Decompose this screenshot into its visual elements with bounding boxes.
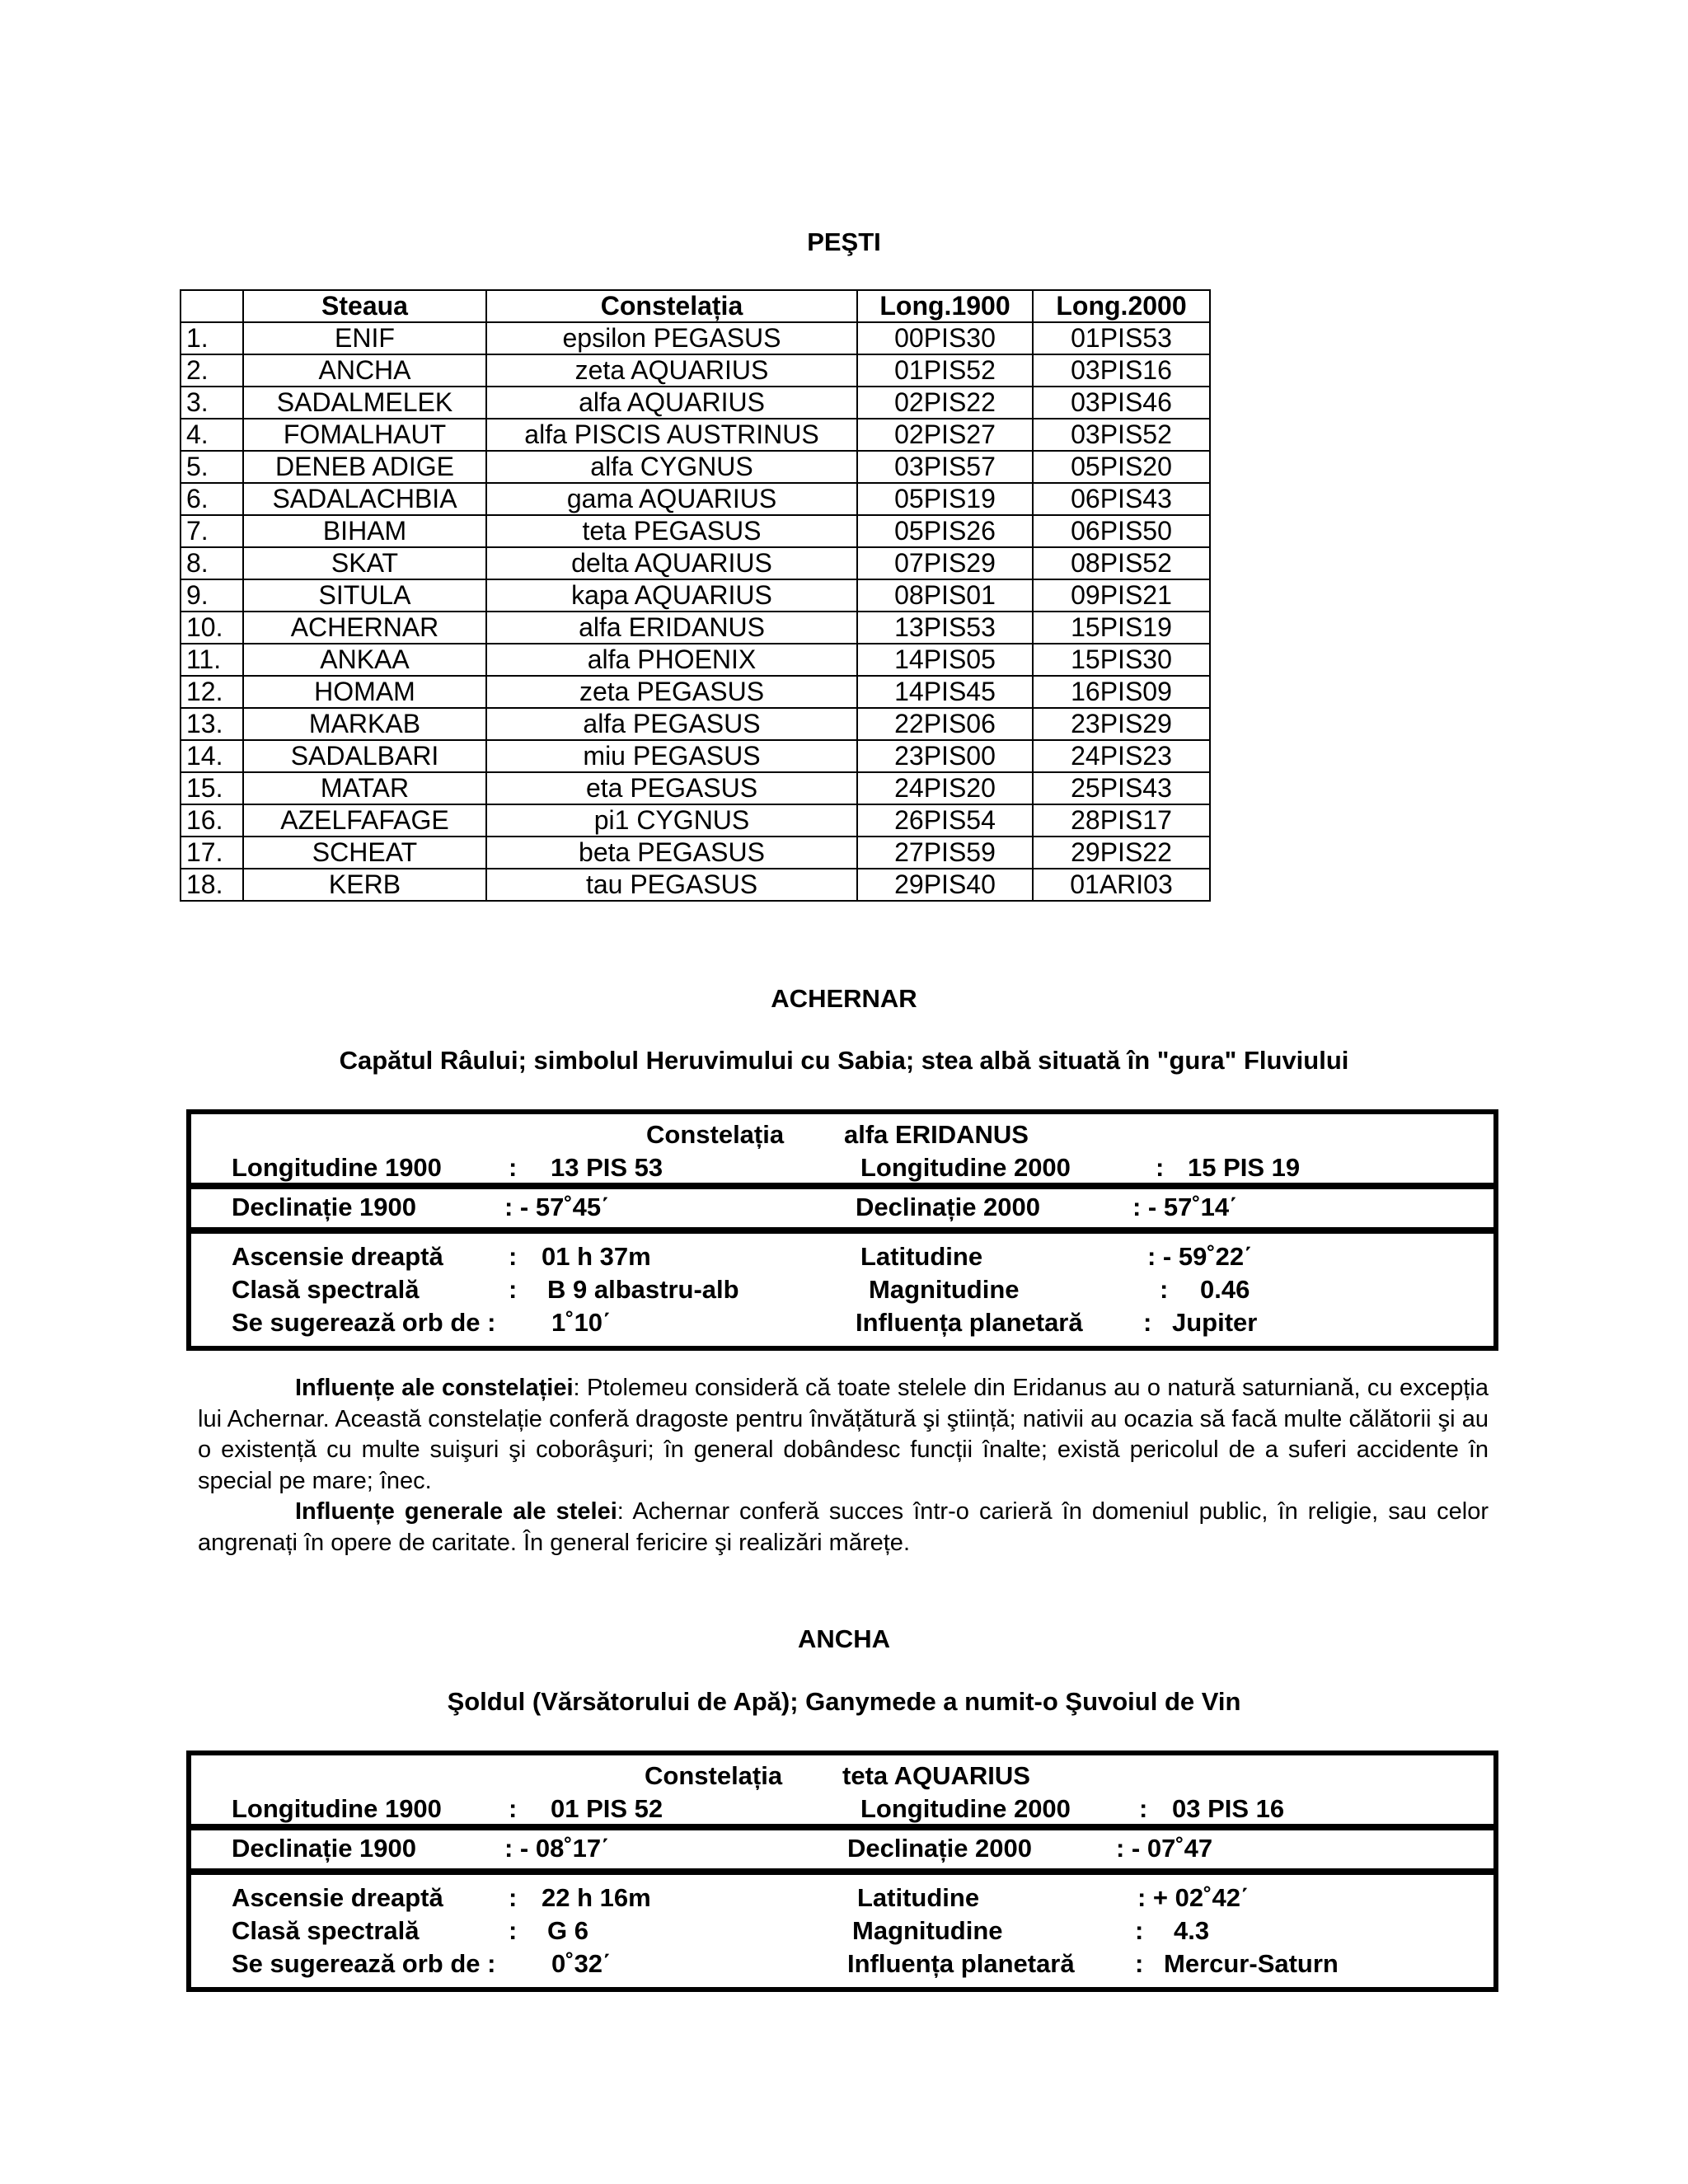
long-1900: 05PIS19 [857, 483, 1033, 515]
long-1900: 03PIS57 [857, 451, 1033, 483]
influenta-label: Influența planetară [856, 1308, 1083, 1337]
row-number: 17. [181, 837, 243, 869]
decl2000-value: : - 07˚47 [1116, 1834, 1213, 1863]
long-2000: 03PIS52 [1033, 419, 1210, 451]
colon: : [509, 1275, 518, 1304]
magnitudine-value: 0.46 [1200, 1275, 1250, 1304]
long-2000: 15PIS30 [1033, 644, 1210, 676]
colon: : [1156, 1153, 1165, 1182]
decl2000-label: Declinație 2000 [847, 1834, 1033, 1863]
table-row [181, 419, 1210, 451]
long-1900: 14PIS05 [857, 644, 1033, 676]
decl1900-value: : - 57˚45΄ [504, 1193, 610, 1221]
ascensie-label: Ascensie dreaptă [232, 1242, 443, 1271]
ascensie-label: Ascensie dreaptă [232, 1883, 443, 1912]
star-name: SADALBARI [243, 740, 486, 772]
colon: : [509, 1916, 518, 1945]
constellation: zeta PEGASUS [486, 676, 857, 708]
constellation-label: Constelația [646, 1120, 785, 1149]
table-row [181, 579, 1210, 612]
latitudine-value: : + 02˚42΄ [1137, 1883, 1250, 1912]
paragraph [198, 1373, 1489, 1497]
star-name: ANCHA [243, 354, 486, 387]
row-number: 11. [181, 644, 243, 676]
paragraph-heading: Influențe generale ale stelei [295, 1498, 617, 1525]
row-number: 4. [181, 419, 243, 451]
page-title: PEŞTI [807, 227, 881, 256]
colon: : [1139, 1794, 1148, 1823]
long1900-label: Longitudine 1900 [232, 1153, 442, 1182]
long-2000: 01PIS53 [1033, 322, 1210, 354]
row-number: 2. [181, 354, 243, 387]
table-row [181, 772, 1210, 804]
long-1900: 14PIS45 [857, 676, 1033, 708]
table-row [181, 644, 1210, 676]
row-number: 3. [181, 387, 243, 419]
row-number: 9. [181, 579, 243, 612]
star-name: SKAT [243, 547, 486, 579]
constellation: alfa CYGNUS [486, 451, 857, 483]
long-2000: 25PIS43 [1033, 772, 1210, 804]
constellation: delta AQUARIUS [486, 547, 857, 579]
constellation: tau PEGASUS [486, 869, 857, 901]
star-name: FOMALHAUT [243, 419, 486, 451]
long-1900: 00PIS30 [857, 322, 1033, 354]
table-row [181, 515, 1210, 547]
constellation: teta PEGASUS [486, 515, 857, 547]
constellation: alfa ERIDANUS [486, 612, 857, 644]
row-number: 12. [181, 676, 243, 708]
decl1900-label: Declinație 1900 [232, 1834, 417, 1863]
long-2000: 06PIS43 [1033, 483, 1210, 515]
star-name: MARKAB [243, 708, 486, 740]
constellation-value: teta AQUARIUS [842, 1761, 1030, 1790]
paragraph [198, 1497, 1489, 1558]
long-1900: 22PIS06 [857, 708, 1033, 740]
constellation-label: Constelația [645, 1761, 783, 1790]
long-1900: 27PIS59 [857, 837, 1033, 869]
paragraph-text: : Ptolemeu consideră că toate stelele din Eridanus au o natură saturniană, cu excepția lui Achernar. Această constelație conferă dragoste pentru învățătură şi ştiință; nativii au ocazia să facă multe călătorii şi au o existență cu multe suişuri şi coborâşuri; în general dobândesc funcții înalte; există pericolul de a suferi accidente în special pe mare; înec. [198, 1375, 1489, 1494]
magnitudine-label: Magnitudine [852, 1916, 1003, 1945]
magnitudine-value: 4.3 [1174, 1916, 1210, 1945]
latitudine-value: : - 59˚22΄ [1147, 1242, 1253, 1271]
paragraph-text: : Achernar conferă succes într-o carieră în domeniul public, în religie, sau celor angrenați în opere de caritate. În general fericire şi realizări mărețe. [198, 1498, 1489, 1556]
orb-value: 1˚10΄ [551, 1308, 612, 1337]
long-2000: 06PIS50 [1033, 515, 1210, 547]
constellation: epsilon PEGASUS [486, 322, 857, 354]
constellation: alfa PHOENIX [486, 644, 857, 676]
long-1900: 23PIS00 [857, 740, 1033, 772]
col-header-constelatia: Constelația [486, 290, 857, 322]
constellation: kapa AQUARIUS [486, 579, 857, 612]
colon: : [509, 1794, 518, 1823]
constellation: pi1 CYGNUS [486, 804, 857, 837]
long-2000: 09PIS21 [1033, 579, 1210, 612]
clasa-label: Clasă spectrală [232, 1916, 420, 1945]
star-subtitle-achernar: Capătul Râului; simbolul Heruvimului cu Sabia; stea albă situată în "gura" Fluviului [339, 1046, 1349, 1075]
latitudine-label: Latitudine [857, 1883, 980, 1912]
ascensie-value: 22 h 16m [542, 1883, 651, 1912]
decl2000-value: : - 57˚14΄ [1132, 1193, 1238, 1221]
row-number: 18. [181, 869, 243, 901]
long-2000: 08PIS52 [1033, 547, 1210, 579]
long-2000: 16PIS09 [1033, 676, 1210, 708]
star-info-box-ancha [186, 1750, 1498, 1992]
long2000-value: 15 PIS 19 [1188, 1153, 1301, 1182]
star-name: SCHEAT [243, 837, 486, 869]
long1900-label: Longitudine 1900 [232, 1794, 442, 1823]
star-subtitle-ancha: Şoldul (Vărsătorului de Apă); Ganymede a numit-o Şuvoiul de Vin [447, 1687, 1241, 1716]
clasa-value: B 9 albastru-alb [547, 1275, 739, 1304]
long1900-value: 13 PIS 53 [551, 1153, 663, 1182]
long-2000: 01ARI03 [1033, 869, 1210, 901]
row-number: 7. [181, 515, 243, 547]
magnitudine-label: Magnitudine [869, 1275, 1020, 1304]
colon: : [1135, 1949, 1144, 1978]
long-1900: 26PIS54 [857, 804, 1033, 837]
star-heading-ancha: ANCHA [798, 1624, 890, 1653]
table-row [181, 740, 1210, 772]
col-header-steaua: Steaua [243, 290, 486, 322]
colon: : [509, 1242, 518, 1271]
long-2000: 05PIS20 [1033, 451, 1210, 483]
star-name: SADALMELEK [243, 387, 486, 419]
colon: : [1135, 1916, 1144, 1945]
star-name: MATAR [243, 772, 486, 804]
row-number: 14. [181, 740, 243, 772]
constellation: alfa PISCIS AUSTRINUS [486, 419, 857, 451]
long2000-label: Longitudine 2000 [860, 1153, 1071, 1182]
influenta-value: Jupiter [1172, 1308, 1258, 1337]
long-2000: 15PIS19 [1033, 612, 1210, 644]
long1900-value: 01 PIS 52 [551, 1794, 663, 1823]
colon: : [509, 1883, 518, 1912]
row-number: 10. [181, 612, 243, 644]
star-name: BIHAM [243, 515, 486, 547]
latitudine-label: Latitudine [860, 1242, 983, 1271]
table-row [181, 354, 1210, 387]
table-row [181, 837, 1210, 869]
constellation: beta PEGASUS [486, 837, 857, 869]
table-header-row [181, 290, 1210, 322]
constellation: zeta AQUARIUS [486, 354, 857, 387]
constellation: alfa PEGASUS [486, 708, 857, 740]
long-2000: 03PIS16 [1033, 354, 1210, 387]
long-2000: 28PIS17 [1033, 804, 1210, 837]
long-2000: 23PIS29 [1033, 708, 1210, 740]
table-row [181, 612, 1210, 644]
decl1900-value: : - 08˚17΄ [504, 1834, 610, 1863]
ascensie-value: 01 h 37m [542, 1242, 651, 1271]
influenta-value: Mercur-Saturn [1164, 1949, 1339, 1978]
row-number: 16. [181, 804, 243, 837]
long-1900: 29PIS40 [857, 869, 1033, 901]
constellation-value: alfa ERIDANUS [844, 1120, 1029, 1149]
star-name: ENIF [243, 322, 486, 354]
long-1900: 08PIS01 [857, 579, 1033, 612]
constellation: eta PEGASUS [486, 772, 857, 804]
paragraph-heading: Influențe ale constelației [295, 1375, 574, 1401]
constellation: gama AQUARIUS [486, 483, 857, 515]
colon: : [1160, 1275, 1169, 1304]
long-1900: 13PIS53 [857, 612, 1033, 644]
star-name: KERB [243, 869, 486, 901]
row-number: 13. [181, 708, 243, 740]
clasa-label: Clasă spectrală [232, 1275, 420, 1304]
long-1900: 24PIS20 [857, 772, 1033, 804]
star-name: DENEB ADIGE [243, 451, 486, 483]
col-header-long1900: Long.1900 [857, 290, 1033, 322]
long-1900: 07PIS29 [857, 547, 1033, 579]
table-row [181, 451, 1210, 483]
row-number: 15. [181, 772, 243, 804]
star-name: ANKAA [243, 644, 486, 676]
long-2000: 29PIS22 [1033, 837, 1210, 869]
long-1900: 01PIS52 [857, 354, 1033, 387]
long2000-value: 03 PIS 16 [1172, 1794, 1285, 1823]
long-1900: 05PIS26 [857, 515, 1033, 547]
colon: : [1143, 1308, 1152, 1337]
long-1900: 02PIS22 [857, 387, 1033, 419]
orb-label: Se sugerează orb de : [232, 1308, 496, 1337]
decl1900-label: Declinație 1900 [232, 1193, 417, 1221]
stars-table [180, 289, 1211, 902]
influenta-label: Influența planetară [847, 1949, 1075, 1978]
constellation: miu PEGASUS [486, 740, 857, 772]
long-2000: 03PIS46 [1033, 387, 1210, 419]
col-header-index [181, 290, 243, 322]
long-2000: 24PIS23 [1033, 740, 1210, 772]
clasa-value: G 6 [547, 1916, 588, 1945]
table-row [181, 708, 1210, 740]
long2000-label: Longitudine 2000 [860, 1794, 1071, 1823]
table-row [181, 483, 1210, 515]
star-name: SITULA [243, 579, 486, 612]
row-number: 6. [181, 483, 243, 515]
col-header-long2000: Long.2000 [1033, 290, 1210, 322]
star-name: HOMAM [243, 676, 486, 708]
star-name: ACHERNAR [243, 612, 486, 644]
table-row [181, 804, 1210, 837]
orb-label: Se sugerează orb de : [232, 1949, 496, 1978]
table-row [181, 387, 1210, 419]
row-number: 8. [181, 547, 243, 579]
row-number: 5. [181, 451, 243, 483]
star-heading-achernar: ACHERNAR [771, 984, 917, 1013]
achernar-description [198, 1373, 1489, 1558]
table-row [181, 869, 1210, 901]
table-row [181, 547, 1210, 579]
long-1900: 02PIS27 [857, 419, 1033, 451]
star-info-box-achernar [186, 1109, 1498, 1351]
star-name: AZELFAFAGE [243, 804, 486, 837]
table-row [181, 676, 1210, 708]
star-name: SADALACHBIA [243, 483, 486, 515]
row-number: 1. [181, 322, 243, 354]
colon: : [509, 1153, 518, 1182]
decl2000-label: Declinație 2000 [856, 1193, 1041, 1221]
table-row [181, 322, 1210, 354]
orb-value: 0˚32΄ [551, 1949, 612, 1978]
constellation: alfa AQUARIUS [486, 387, 857, 419]
